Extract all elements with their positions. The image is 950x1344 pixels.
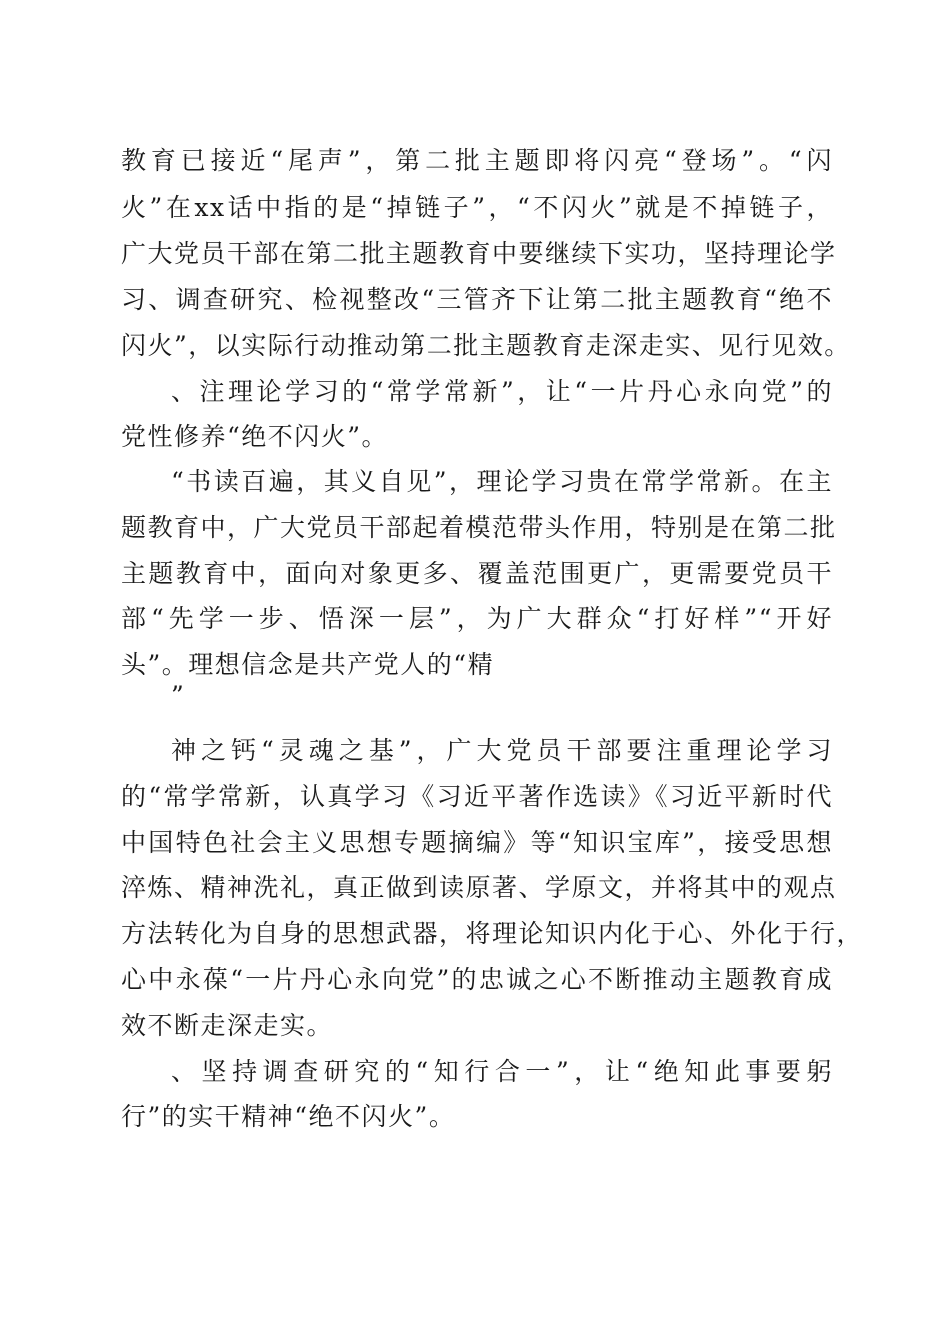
paragraph-line: 淬炼、精神洗礼，真正做到读原著、学原文，并将其中的观点 [121,873,837,902]
section-heading-line: 党性修养“绝不闪火”。 [121,422,389,451]
paragraph-line: 广大党员干部在第二批主题教育中要继续下实功，坚持理论学 [121,239,837,268]
paragraph-line: 方法转化为自身的思想武器，将理论知识内化于心、外化于行， [121,919,864,948]
section-heading-line: 行”的实干精神“绝不闪火”。 [121,1102,456,1131]
section-heading-line: 、坚持调查研究的“知行合一”，让“绝知此事要躬 [171,1057,833,1086]
paragraph-line: ” [171,681,186,710]
paragraph-line: 主题教育中，面向对象更多、覆盖范围更广，更需要党员干 [121,559,833,588]
paragraph-line: 题教育中，广大党员干部起着模范带头作用，特别是在第二批 [121,513,837,542]
paragraph-line: 效不断走深走实。 [121,1011,334,1040]
section-heading-line: 、注理论学习的“常学常新”，让“一片丹心永向党”的 [171,377,833,406]
paragraph-line: 教育已接近“尾声”，第二批主题即将闪亮“登场”。“闪 [121,146,833,175]
paragraph-line: 头”。理想信念是共产党人的“精 [121,650,495,679]
paragraph-line: 中国特色社会主义思想专题摘编》等“知识宝库”，接受思想 [121,828,833,857]
paragraph-line: 神之钙“灵魂之基”，广大党员干部要注重理论学习 [171,736,833,765]
paragraph-line: 习、调查研究、检视整改“三管齐下让第二批主题教育“绝不 [121,285,833,314]
paragraph-line: 的“常学常新，认真学习《习近平著作选读》《习近平新时代 [121,782,833,811]
paragraph-line: 闪火”，以实际行动推动第二批主题教育走深走实、见行见效。 [121,331,851,360]
paragraph-line: 火”在xx话中指的是“掉链子”，“不闪火”就是不掉链子， [121,193,833,222]
paragraph-line: 心中永葆“一片丹心永向党”的忠诚之心不断推动主题教育成 [121,965,833,994]
paragraph-line: 部“先学一步、悟深一层”，为广大群众“打好样”“开好 [121,604,833,633]
paragraph-line: “书读百遍，其义自见”，理论学习贵在常学常新。在主 [171,467,833,496]
